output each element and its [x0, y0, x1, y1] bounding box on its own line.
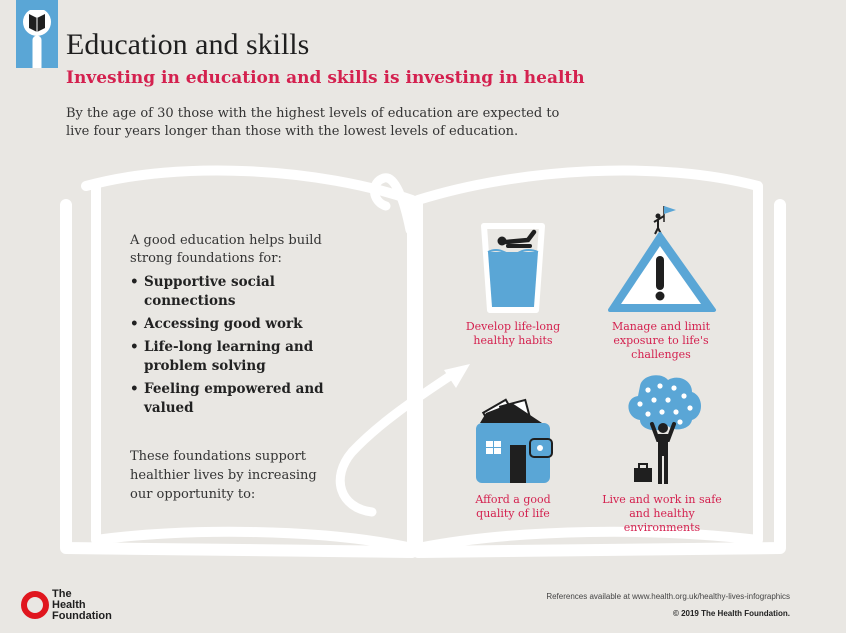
copyright-text: © 2019 The Health Foundation.: [672, 609, 790, 618]
caption-healthy-habits: Develop life-long healthy habits: [465, 320, 561, 347]
house-wallet-icon: [472, 395, 556, 487]
foundations-list: [130, 273, 360, 422]
left-page-lead: A good education helps build strong foundations for:: [130, 233, 322, 266]
logo-line: Health: [52, 599, 86, 611]
page-subtitle: Investing in education and skills is investing in health: [66, 68, 585, 88]
warning-triangle-icon: [606, 202, 718, 316]
health-foundation-logo-icon: [20, 590, 50, 620]
health-foundation-logo-text: [52, 589, 112, 622]
caption-life-challenges: Manage and limit exposure to life's challenges: [611, 320, 711, 361]
left-page-support: These foundations support healthier lives by increasing our opportunity to:: [130, 449, 317, 502]
tree-person-icon: [618, 372, 708, 488]
references-link[interactable]: References available at www.health.org.uk/healthy-lives-infographics: [546, 592, 790, 601]
intro-text: By the age of 30 those with the highest levels of education are expected to live four years longer than those with the lowest levels of education.: [66, 106, 560, 139]
list-item: • Feeling empowered and valued: [130, 380, 360, 418]
list-item: • Life-long learning and problem solving: [130, 338, 360, 376]
caption-quality-of-life: Afford a good quality of life: [475, 493, 551, 520]
logo-line: The: [52, 588, 72, 600]
list-item: • Accessing good work: [130, 315, 360, 334]
caption-safe-environments: Live and work in safe and healthy environments: [602, 493, 722, 534]
list-item: • Supportive social connections: [130, 273, 360, 311]
swimmer-glass-icon: [478, 222, 548, 314]
page-title: Education and skills: [66, 28, 310, 61]
logo-line: Foundation: [52, 610, 112, 622]
